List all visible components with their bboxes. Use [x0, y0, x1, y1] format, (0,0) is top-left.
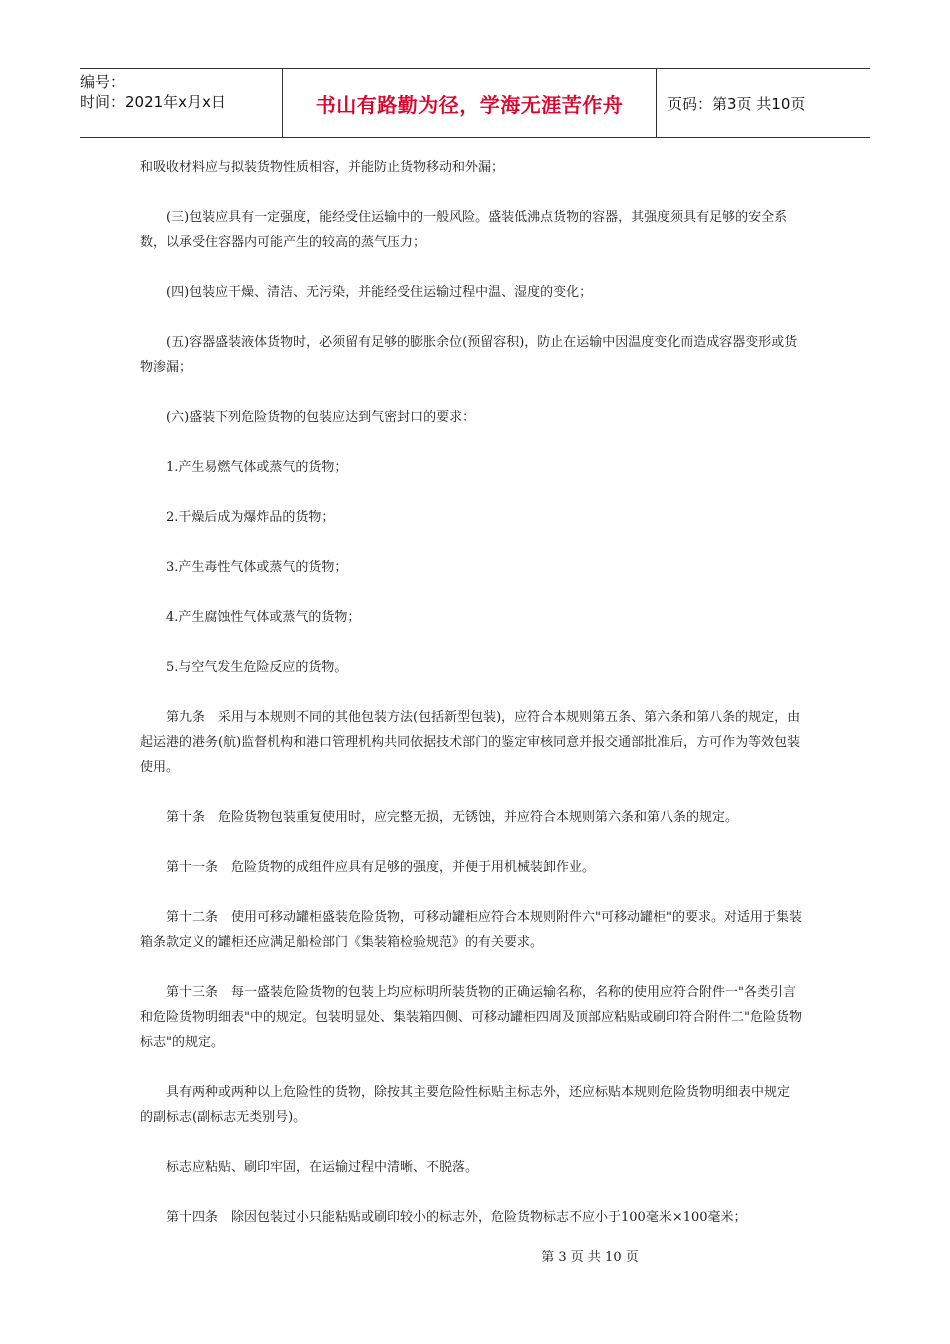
article-10: 第十条 危险货物包装重复使用时，应完整无损，无锈蚀，并应符合本规则第六条和第八条的规定。 — [166, 810, 739, 825]
header-page-info: 页码：第3页 共10页 — [667, 94, 806, 113]
article-13: 第十三条 每一盛装危险货物的包装上均应标明所装货物的正确运输名称，名称的使用应符合附件一"各类引言和危险货物明细表"中的规定。包装明显处、集装箱四侧、可移动罐柜四周及顶部应粘贴或刷印符合附件二"危险货物标志"的规定。 — [140, 985, 802, 1050]
list-item: 3.产生毒性气体或蒸气的货物； — [166, 560, 348, 575]
document-number-label: 编号： — [80, 73, 126, 91]
article-14: 第十四条 除因包装过小只能粘贴或刷印较小的标志外，危险货物标志不应小于100毫米×100毫米； — [166, 1210, 747, 1225]
paragraph: (三)包装应具有一定强度，能经受住运输中的一般风险。盛装低沸点货物的容器，其强度须具有足够的安全系数，以承受住容器内可能产生的较高的蒸气压力； — [140, 210, 788, 250]
list-item: 2.干燥后成为爆炸品的货物； — [166, 510, 335, 525]
header-motto: 书山有路勤为径，学海无涯苦作舟 — [282, 69, 657, 137]
list-item: 1.产生易燃气体或蒸气的货物； — [166, 460, 348, 475]
header-meta — [80, 69, 282, 137]
page-header — [80, 68, 870, 138]
paragraph: (五)容器盛装液体货物时，必须留有足够的膨胀余位(预留容积)，防止在运输中因温度变化而造成容器变形或货物渗漏； — [140, 335, 798, 375]
paragraph: 和吸收材料应与拟装货物性质相容，并能防止货物移动和外漏； — [140, 160, 505, 175]
article-11: 第十一条 危险货物的成组件应具有足够的强度，并便于用机械装卸作业。 — [166, 860, 596, 875]
paragraph: (四)包装应干燥、清洁、无污染，并能经受住运输过程中温、湿度的变化； — [166, 285, 593, 300]
paragraph: 标志应粘贴、刷印牢固，在运输过程中清晰、不脱落。 — [166, 1160, 479, 1175]
paragraph: (六)盛装下列危险货物的包装应达到气密封口的要求： — [166, 410, 476, 425]
list-item: 5.与空气发生危险反应的货物。 — [166, 660, 348, 675]
list-item: 4.产生腐蚀性气体或蒸气的货物； — [166, 610, 361, 625]
paragraph: 具有两种或两种以上危险性的货物，除按其主要危险性标贴主标志外，还应标贴本规则危险货物明细表中规定的副标志(副标志无类别号)。 — [140, 1085, 791, 1125]
document-date: 时间：2021年x月x日 — [80, 93, 226, 111]
article-12: 第十二条 使用可移动罐柜盛装危险货物，可移动罐柜应符合本规则附件六"可移动罐柜"的要求。对适用于集装箱条款定义的罐柜还应满足船检部门《集装箱检验规范》的有关要求。 — [140, 910, 802, 950]
document-body — [140, 155, 802, 1230]
page-footer: 第 3 页 共 10 页 — [541, 1250, 639, 1265]
article-9: 第九条 采用与本规则不同的其他包装方法(包括新型包装)，应符合本规则第五条、第六条和第八条的规定，由起运港的港务(航)监督机构和港口管理机构共同依据技术部门的鉴定审核同意并报交通部批准后，方可作为等效包装使用。 — [140, 710, 801, 775]
